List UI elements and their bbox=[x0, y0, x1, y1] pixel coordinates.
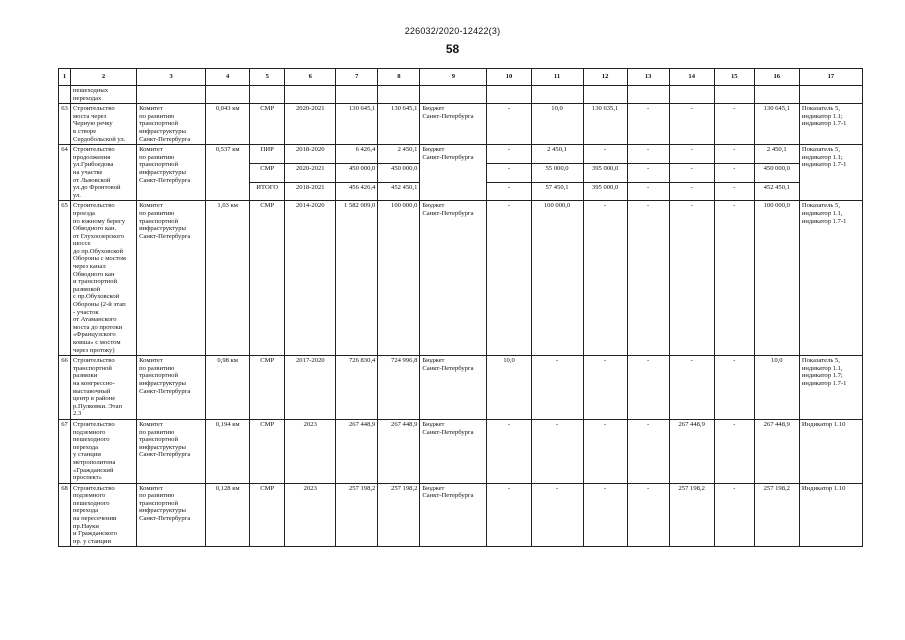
cell-c16: 100 000,0 bbox=[754, 201, 799, 356]
cell-c15: - bbox=[714, 182, 754, 201]
cell-funding-source: Бюджет Санкт-Петербурга bbox=[420, 201, 487, 356]
cell-c11: 100 000,0 bbox=[531, 201, 583, 356]
column-number-1: 1 bbox=[59, 69, 71, 86]
column-number-8: 8 bbox=[378, 69, 420, 86]
cell-empty bbox=[336, 86, 378, 104]
column-number-12: 12 bbox=[583, 69, 627, 86]
cell-empty bbox=[285, 86, 336, 104]
cell-stage: ПИР bbox=[250, 145, 285, 164]
cell-c12: - bbox=[583, 145, 627, 164]
column-number-17: 17 bbox=[799, 69, 862, 86]
cell-period: 2020-2021 bbox=[285, 104, 336, 145]
cell-capacity: 0,043 км bbox=[206, 104, 250, 145]
cell-customer: Комитет по развитию транспортной инфраструктуры Санкт-Петербурга bbox=[137, 419, 206, 483]
cell-object-name: Строительство транспортной развязки на конгрессно- выставочный центр в районе р.Пулковки. Этап 2.3 bbox=[71, 356, 137, 420]
column-number-row bbox=[59, 69, 863, 86]
cell-estimated-cost: 450 000,0 bbox=[336, 163, 378, 182]
cell-c10: - bbox=[487, 483, 531, 547]
column-number-7: 7 bbox=[336, 69, 378, 86]
cell-object-name: Строительство подземного пешеходного перехода у станции метрополитена «Гражданский проспект» bbox=[71, 419, 137, 483]
cell-empty bbox=[250, 86, 285, 104]
cell-c14: - bbox=[669, 182, 714, 201]
cell-c15: - bbox=[714, 163, 754, 182]
cell-indicator: Показатель 5, индикатор 1.1; индикатор 1.7-1 bbox=[799, 145, 862, 201]
cell-capacity: 0,537 км bbox=[206, 145, 250, 201]
cell-object-name: Строительство подземного пешеходного перехода на пересечении пр.Науки и Гражданского пр. у станции bbox=[71, 483, 137, 547]
cell-object-name: Строительство проезда по южному берегу Обводного кан. от Глухоозерского шоссе до пр.Обуховской Обороны с мостом через канал Обводного кан и транспортной развязкой с пр.Обуховской Обороны (2-й этап - участок от Атаманского моста до протоки «Французского ковша» с мостом через протоку) bbox=[71, 201, 137, 356]
cell-c11: - bbox=[531, 483, 583, 547]
cell-c12: - bbox=[583, 419, 627, 483]
cell-c10: - bbox=[487, 182, 531, 201]
continuation-row bbox=[59, 86, 863, 104]
cell-row-number: 67 bbox=[59, 419, 71, 483]
document-registration-code: 226032/2020-12422(3) bbox=[404, 26, 501, 36]
cell-c10: - bbox=[487, 104, 531, 145]
cell-customer: Комитет по развитию транспортной инфраструктуры Санкт-Петербурга bbox=[137, 356, 206, 420]
cell-customer: Комитет по развитию транспортной инфраструктуры Санкт-Петербурга bbox=[137, 145, 206, 201]
column-number-4: 4 bbox=[206, 69, 250, 86]
cell-funding-source: Бюджет Санкт-Петербурга bbox=[420, 419, 487, 483]
cell-c14: - bbox=[669, 104, 714, 145]
cell-c10: - bbox=[487, 419, 531, 483]
cell-c12: - bbox=[583, 356, 627, 420]
column-number-11: 11 bbox=[531, 69, 583, 86]
table-row bbox=[59, 145, 863, 164]
cell-c16: 10,0 bbox=[754, 356, 799, 420]
cell-c15: - bbox=[714, 356, 754, 420]
cell-capacity: 0,194 км bbox=[206, 419, 250, 483]
cell-row-number: 63 bbox=[59, 104, 71, 145]
cell-empty bbox=[137, 86, 206, 104]
cell-c10: 10,0 bbox=[487, 356, 531, 420]
cell-object-name: Строительство продолжения ул.Грибоедова на участке от Львовской ул.до Фронтовой ул. bbox=[71, 145, 137, 201]
cell-c10: - bbox=[487, 145, 531, 164]
cell-capacity: 1,03 км bbox=[206, 201, 250, 356]
cell-c14: - bbox=[669, 145, 714, 164]
cell-c16: 450 000,0 bbox=[754, 163, 799, 182]
cell-c11: 57 450,1 bbox=[531, 182, 583, 201]
cell-period: 2023 bbox=[285, 483, 336, 547]
cell-indicator: Индикатор 1.10 bbox=[799, 419, 862, 483]
cell-limit: 130 645,1 bbox=[378, 104, 420, 145]
cell-c12: - bbox=[583, 483, 627, 547]
cell-limit: 100 000,0 bbox=[378, 201, 420, 356]
column-number-2: 2 bbox=[71, 69, 137, 86]
cell-limit: 450 000,0 bbox=[378, 163, 420, 182]
cell-period: 2017-2020 bbox=[285, 356, 336, 420]
cell-row-number: 65 bbox=[59, 201, 71, 356]
cell-empty bbox=[799, 86, 862, 104]
cell-stage: ИТОГО bbox=[250, 182, 285, 201]
cell-c16: 2 450,1 bbox=[754, 145, 799, 164]
column-number-9: 9 bbox=[420, 69, 487, 86]
cell-indicator: Показатель 5, индикатор 1.1, индикатор 1.7; индикатор 1.7-1 bbox=[799, 356, 862, 420]
cell-estimated-cost: 456 426,4 bbox=[336, 182, 378, 201]
cell-estimated-cost: 726 830,4 bbox=[336, 356, 378, 420]
cell-c13: - bbox=[627, 104, 669, 145]
column-number-5: 5 bbox=[250, 69, 285, 86]
cell-c15: - bbox=[714, 145, 754, 164]
cell-indicator: Показатель 5, индикатор 1.1; индикатор 1.7-1 bbox=[799, 104, 862, 145]
cell-limit: 267 448,9 bbox=[378, 419, 420, 483]
cell-c13: - bbox=[627, 163, 669, 182]
table-row bbox=[59, 419, 863, 483]
table-body bbox=[59, 86, 863, 547]
cell-c14: - bbox=[669, 201, 714, 356]
cell-c16: 267 448,9 bbox=[754, 419, 799, 483]
cell-c11: 55 000,0 bbox=[531, 163, 583, 182]
cell-num bbox=[59, 86, 71, 104]
cell-c14: 267 448,9 bbox=[669, 419, 714, 483]
cell-c10: - bbox=[487, 201, 531, 356]
cell-stage: СМР bbox=[250, 163, 285, 182]
cell-c16: 257 198,2 bbox=[754, 483, 799, 547]
cell-empty bbox=[487, 86, 531, 104]
column-number-14: 14 bbox=[669, 69, 714, 86]
cell-c14: - bbox=[669, 356, 714, 420]
cell-capacity: 0,128 км bbox=[206, 483, 250, 547]
cell-capacity: 0,98 км bbox=[206, 356, 250, 420]
cell-stage: СМР bbox=[250, 419, 285, 483]
cell-period: 2018-2020 bbox=[285, 145, 336, 164]
cell-limit: 452 450,1 bbox=[378, 182, 420, 201]
cell-period: 2023 bbox=[285, 419, 336, 483]
cell-funding-source: Бюджет Санкт-Петербурга bbox=[420, 356, 487, 420]
cell-row-number: 66 bbox=[59, 356, 71, 420]
cell-c13: - bbox=[627, 356, 669, 420]
cell-c15: - bbox=[714, 104, 754, 145]
column-number-10: 10 bbox=[487, 69, 531, 86]
column-number-3: 3 bbox=[137, 69, 206, 86]
cell-limit: 2 450,1 bbox=[378, 145, 420, 164]
cell-c11: 2 450,1 bbox=[531, 145, 583, 164]
cell-funding-source: Бюджет Санкт-Петербурга bbox=[420, 104, 487, 145]
cell-indicator: Индикатор 1.10 bbox=[799, 483, 862, 547]
cell-row-number: 64 bbox=[59, 145, 71, 201]
cell-c11: 10,0 bbox=[531, 104, 583, 145]
cell-estimated-cost: 6 426,4 bbox=[336, 145, 378, 164]
cell-funding-source: Бюджет Санкт-Петербурга bbox=[420, 145, 487, 201]
cell-c15: - bbox=[714, 419, 754, 483]
cell-limit: 257 198,2 bbox=[378, 483, 420, 547]
cell-estimated-cost: 1 582 009,0 bbox=[336, 201, 378, 356]
cell-c14: 257 198,2 bbox=[669, 483, 714, 547]
cell-estimated-cost: 257 198,2 bbox=[336, 483, 378, 547]
cell-stage: СМР bbox=[250, 201, 285, 356]
page-number: 58 bbox=[445, 42, 460, 56]
table-row bbox=[59, 483, 863, 547]
cell-empty bbox=[420, 86, 487, 104]
cell-c13: - bbox=[627, 201, 669, 356]
cell-row-number: 68 bbox=[59, 483, 71, 547]
cell-period: 2014-2020 bbox=[285, 201, 336, 356]
cell-object-name: пешеходных переходах bbox=[71, 86, 137, 104]
cell-estimated-cost: 130 645,1 bbox=[336, 104, 378, 145]
column-number-15: 15 bbox=[714, 69, 754, 86]
cell-c15: - bbox=[714, 483, 754, 547]
column-number-16: 16 bbox=[754, 69, 799, 86]
column-number-13: 13 bbox=[627, 69, 669, 86]
cell-customer: Комитет по развитию транспортной инфраструктуры Санкт-Петербурга bbox=[137, 201, 206, 356]
cell-c13: - bbox=[627, 419, 669, 483]
cell-c16: 130 645,1 bbox=[754, 104, 799, 145]
cell-c15: - bbox=[714, 201, 754, 356]
cell-c13: - bbox=[627, 182, 669, 201]
cell-indicator: Показатель 5, индикатор 1.1, индикатор 1.7-1 bbox=[799, 201, 862, 356]
cell-c12: 395 000,0 bbox=[583, 182, 627, 201]
table-row bbox=[59, 104, 863, 145]
cell-c11: - bbox=[531, 419, 583, 483]
cell-c12: 395 000,0 bbox=[583, 163, 627, 182]
cell-empty bbox=[754, 86, 799, 104]
cell-c10: - bbox=[487, 163, 531, 182]
cell-customer: Комитет по развитию транспортной инфраструктуры Санкт-Петербурга bbox=[137, 104, 206, 145]
cell-c13: - bbox=[627, 483, 669, 547]
cell-stage: СМР bbox=[250, 356, 285, 420]
cell-c11: - bbox=[531, 356, 583, 420]
cell-funding-source: Бюджет Санкт-Петербурга bbox=[420, 483, 487, 547]
cell-empty bbox=[206, 86, 250, 104]
cell-empty bbox=[378, 86, 420, 104]
cell-c12: 130 635,1 bbox=[583, 104, 627, 145]
program-table bbox=[58, 68, 863, 547]
cell-empty bbox=[627, 86, 669, 104]
cell-c13: - bbox=[627, 145, 669, 164]
cell-limit: 724 996,8 bbox=[378, 356, 420, 420]
cell-c14: - bbox=[669, 163, 714, 182]
cell-estimated-cost: 267 448,9 bbox=[336, 419, 378, 483]
table-row bbox=[59, 201, 863, 356]
cell-customer: Комитет по развитию транспортной инфраструктуры Санкт-Петербурга bbox=[137, 483, 206, 547]
cell-empty bbox=[583, 86, 627, 104]
cell-stage: СМР bbox=[250, 104, 285, 145]
cell-object-name: Строительство моста через Черную речку в створе Сердобольской ул. bbox=[71, 104, 137, 145]
cell-period: 2018-2021 bbox=[285, 182, 336, 201]
cell-empty bbox=[669, 86, 714, 104]
cell-empty bbox=[714, 86, 754, 104]
cell-c12: - bbox=[583, 201, 627, 356]
cell-stage: СМР bbox=[250, 483, 285, 547]
cell-empty bbox=[531, 86, 583, 104]
cell-c16: 452 450,1 bbox=[754, 182, 799, 201]
table-row bbox=[59, 356, 863, 420]
column-number-6: 6 bbox=[285, 69, 336, 86]
cell-period: 2020-2021 bbox=[285, 163, 336, 182]
